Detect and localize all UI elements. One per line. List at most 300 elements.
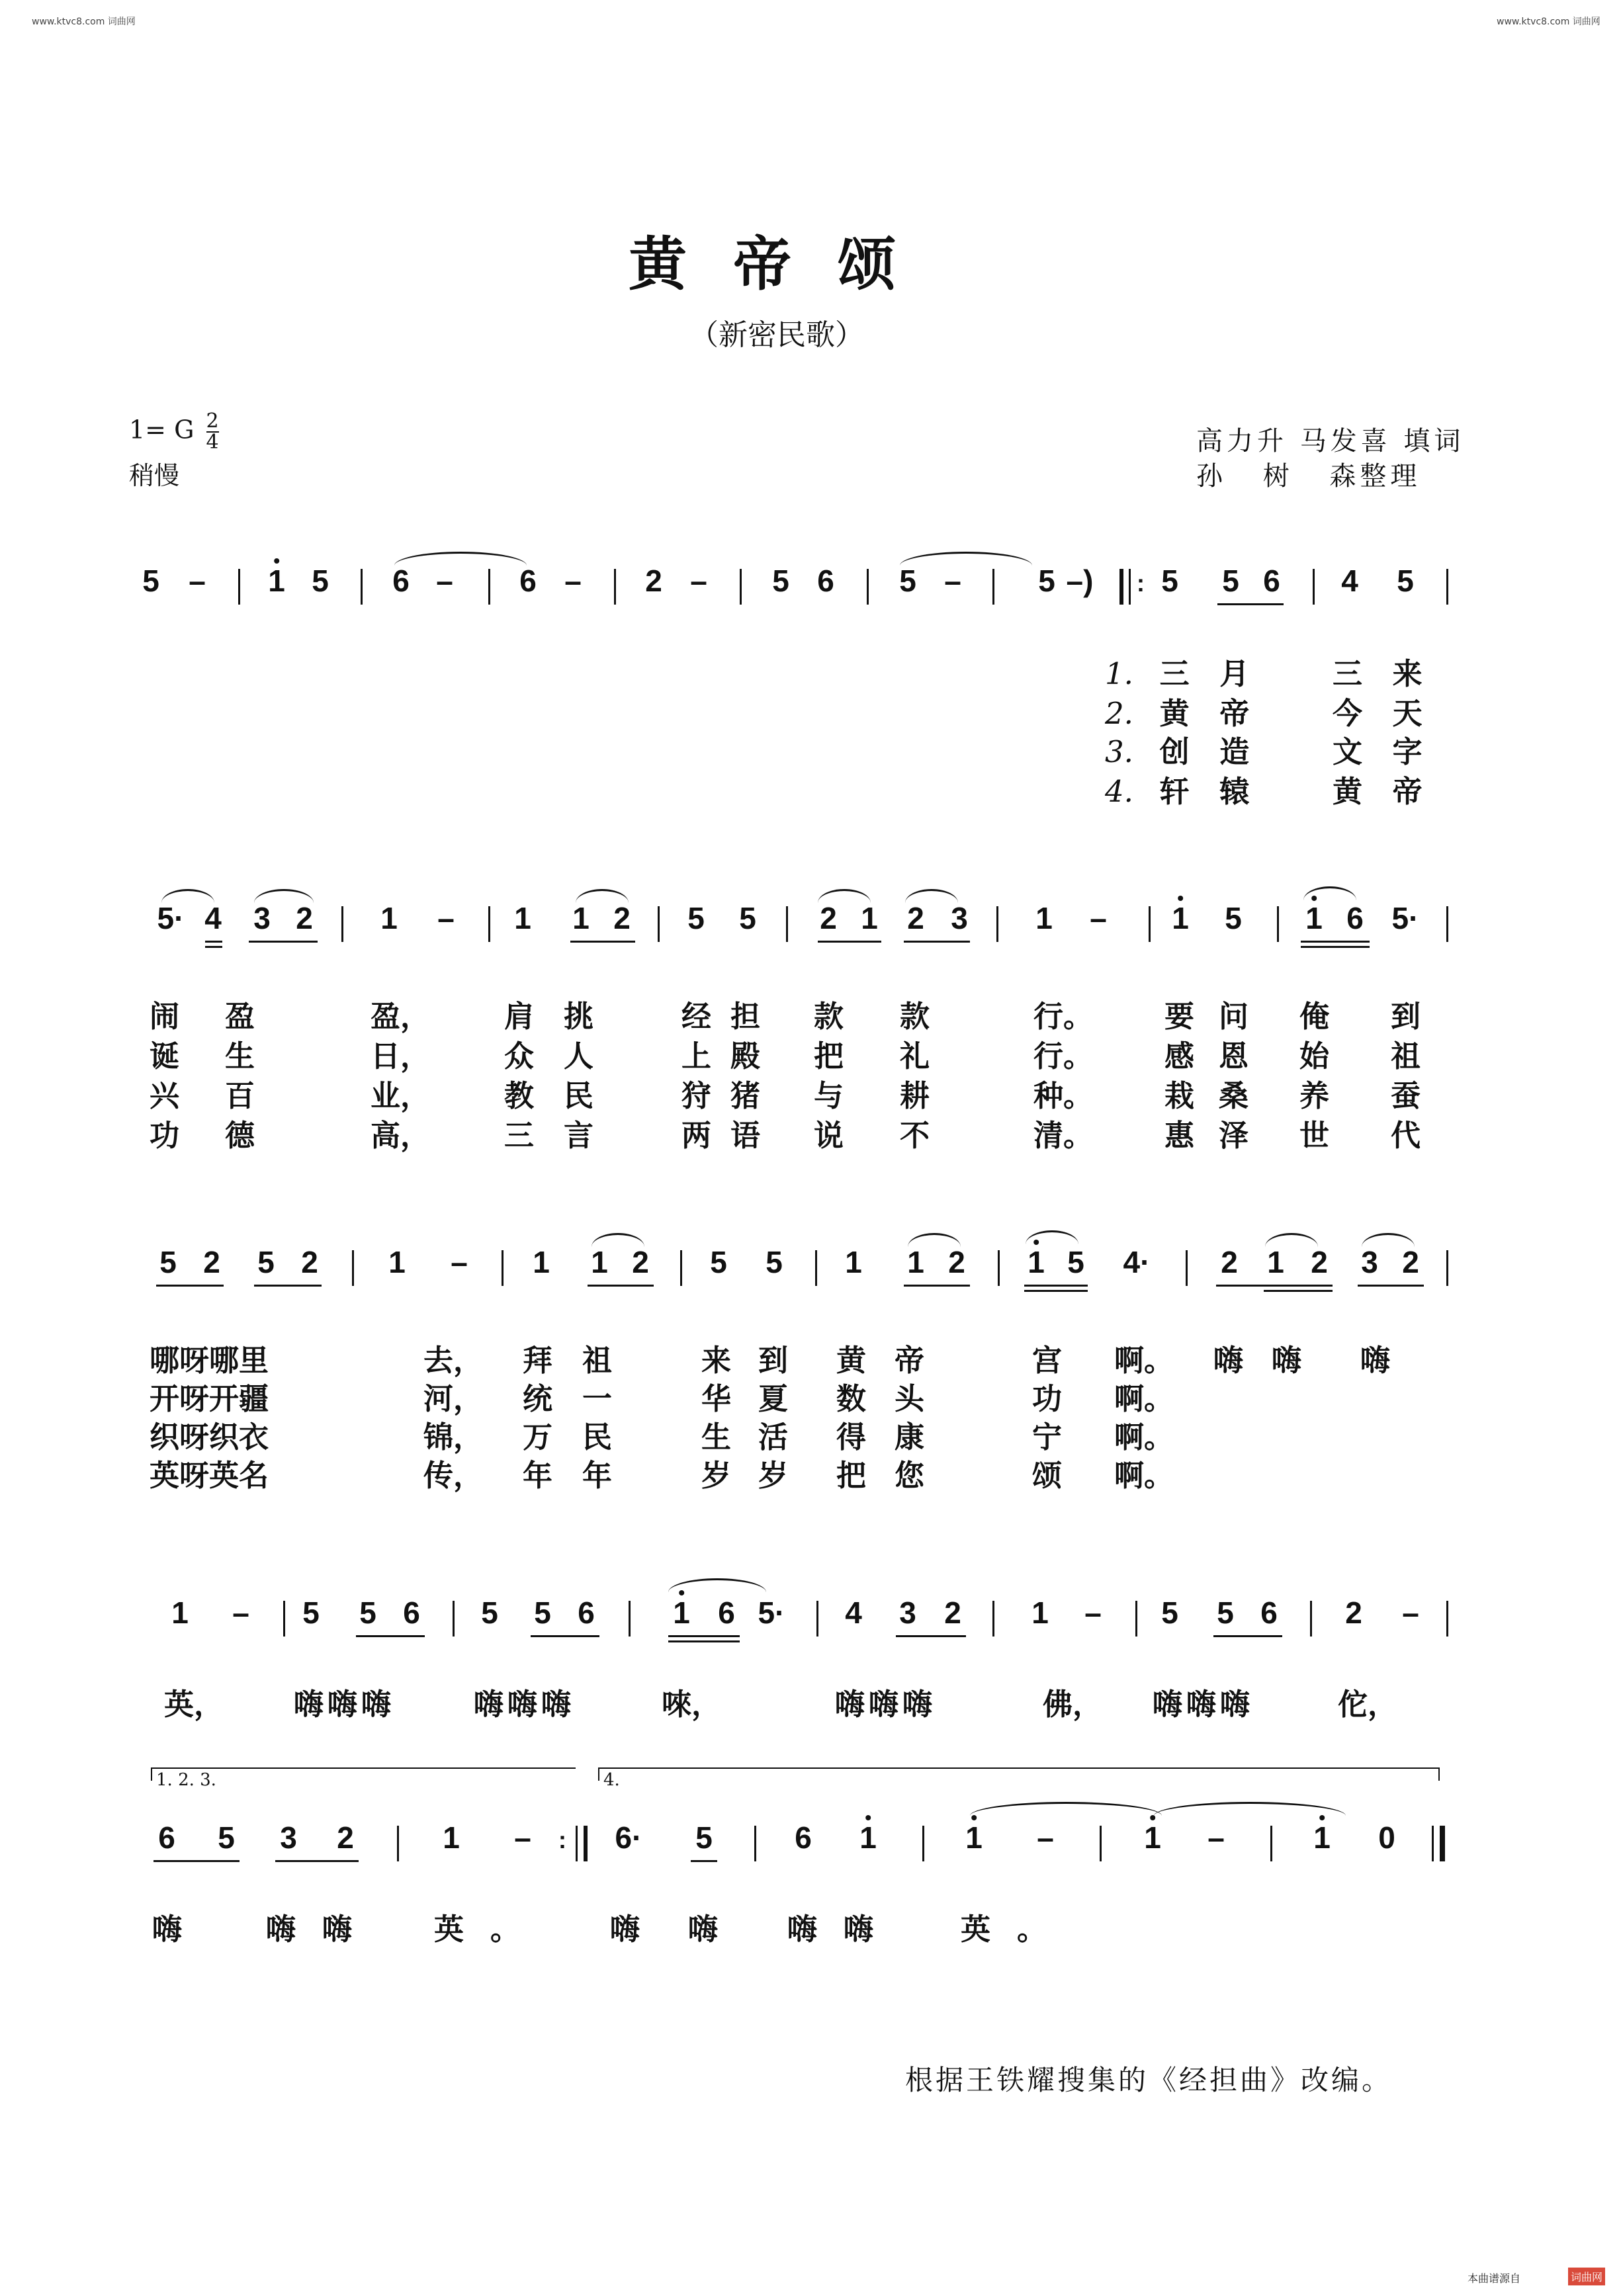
song-title: 黄帝颂 bbox=[629, 230, 943, 298]
lyric: 蚕 bbox=[1391, 1078, 1421, 1113]
note: 2 bbox=[301, 1245, 318, 1279]
verse-number: 1. bbox=[1105, 656, 1133, 691]
lyric: 说 bbox=[814, 1118, 844, 1153]
key-signature bbox=[129, 411, 219, 452]
lyric: 岁 bbox=[758, 1458, 789, 1493]
lyric: 文 bbox=[1332, 734, 1362, 769]
lyric: 康 bbox=[895, 1420, 925, 1455]
lyric: 辕 bbox=[1219, 774, 1250, 809]
source-label: 本曲谱源自 bbox=[1468, 2272, 1521, 2285]
barline bbox=[614, 569, 616, 605]
note: 2 bbox=[1345, 1595, 1362, 1630]
note: 5 bbox=[534, 1595, 551, 1630]
underline-beam bbox=[1264, 1290, 1333, 1292]
lyric: 来 bbox=[1392, 656, 1423, 691]
underline-beam bbox=[904, 941, 970, 943]
note: 6 bbox=[392, 564, 410, 598]
lyric: 传， bbox=[423, 1458, 484, 1493]
note: 1 bbox=[907, 1245, 924, 1279]
lyric: 啊。 bbox=[1114, 1343, 1174, 1378]
verse-3-intro bbox=[1105, 728, 1423, 771]
arrangement-note: 根据王铁耀搜集的《经担曲》改编。 bbox=[905, 2064, 1393, 2096]
barline bbox=[1446, 1250, 1448, 1286]
note: 5 bbox=[159, 1245, 177, 1279]
underline-beam bbox=[904, 1285, 970, 1287]
lyric: 语 bbox=[730, 1118, 761, 1153]
lyric: 生 bbox=[225, 1039, 255, 1074]
note: 1 bbox=[514, 901, 531, 935]
note: 5 bbox=[1038, 564, 1055, 598]
barline bbox=[352, 1250, 354, 1286]
lyric: 英。 bbox=[434, 1912, 547, 1947]
barline bbox=[1149, 906, 1151, 942]
lyric: 三 bbox=[1332, 656, 1362, 691]
lyric: 万 bbox=[523, 1420, 553, 1455]
underline-beam bbox=[205, 946, 222, 948]
note: 6 bbox=[403, 1595, 420, 1630]
lyric: 猪 bbox=[730, 1078, 761, 1113]
time-signature bbox=[206, 411, 219, 452]
lyric: 肩 bbox=[504, 999, 535, 1034]
lyric: 您 bbox=[895, 1458, 925, 1493]
lyric: 三 bbox=[504, 1118, 535, 1153]
lyric: 到 bbox=[758, 1343, 789, 1378]
time-num: 2 bbox=[206, 409, 219, 433]
lyricist-credit: 高力升 马发喜 填词 bbox=[1196, 426, 1465, 456]
lyric: 功 bbox=[1032, 1381, 1063, 1416]
note: 1 bbox=[388, 1245, 406, 1279]
note: 5 bbox=[1161, 564, 1178, 598]
lyric: 锦， bbox=[423, 1420, 484, 1455]
lyric: 民 bbox=[564, 1078, 594, 1113]
barline bbox=[1135, 1601, 1137, 1637]
lyric: 开呀开疆 bbox=[150, 1381, 269, 1416]
lyric: 嗨 bbox=[610, 1912, 640, 1947]
octave-dot bbox=[1178, 896, 1183, 901]
barline bbox=[361, 569, 363, 605]
underline-beam bbox=[1024, 1290, 1088, 1292]
lyric: 行。 bbox=[1033, 999, 1094, 1034]
note: 1 bbox=[965, 1819, 983, 1856]
barline bbox=[786, 906, 788, 942]
note: 5 bbox=[257, 1245, 275, 1279]
underline-beam bbox=[818, 941, 881, 943]
note: 6 bbox=[1346, 901, 1364, 935]
lyric: 佛， bbox=[1043, 1687, 1103, 1722]
lyric: 高， bbox=[371, 1118, 431, 1153]
lyric: 礼 bbox=[900, 1039, 930, 1074]
lyric: 感 bbox=[1164, 1039, 1195, 1074]
verse-1-intro bbox=[1105, 650, 1423, 693]
note: 2 bbox=[1311, 1245, 1328, 1279]
note: –) bbox=[1066, 564, 1094, 598]
barline bbox=[816, 1601, 818, 1637]
underline-beam bbox=[1358, 1285, 1424, 1287]
note: 1 bbox=[1172, 900, 1189, 937]
note: 6 bbox=[1263, 564, 1280, 598]
verse-number: 2. bbox=[1105, 696, 1133, 731]
note: 5 bbox=[359, 1595, 376, 1630]
lyric: 盈， bbox=[371, 999, 431, 1034]
lyric: 殿 bbox=[730, 1039, 761, 1074]
note: 1 bbox=[1031, 1595, 1049, 1630]
lyric: 佗， bbox=[1338, 1687, 1398, 1722]
underline-beam bbox=[1024, 1285, 1088, 1287]
watermark-top-right: www.ktvc8.com 词曲网 bbox=[1497, 17, 1600, 27]
note: 5 bbox=[312, 564, 329, 598]
note: 5 bbox=[1225, 901, 1242, 935]
note: 3 bbox=[253, 901, 271, 935]
verse-number: 3. bbox=[1105, 734, 1133, 769]
time-den: 4 bbox=[206, 431, 219, 454]
lyric: 嗨嗨嗨 bbox=[835, 1687, 937, 1722]
lyric: 帝 bbox=[895, 1343, 925, 1378]
lyric: 啊。 bbox=[1114, 1458, 1174, 1493]
barline bbox=[576, 1826, 578, 1861]
lyric: 今 bbox=[1332, 696, 1362, 731]
note: – bbox=[232, 1595, 249, 1630]
verse-4-intro bbox=[1105, 767, 1423, 810]
barline bbox=[629, 1601, 631, 1637]
note: 2 bbox=[907, 901, 924, 935]
barline bbox=[1270, 1826, 1272, 1861]
note: 6 bbox=[158, 1820, 175, 1855]
barline bbox=[1313, 569, 1315, 605]
barline bbox=[238, 569, 240, 605]
underline-beam bbox=[1217, 603, 1284, 605]
note: 2 bbox=[820, 901, 837, 935]
barline bbox=[754, 1826, 756, 1861]
lyric: 帝 bbox=[1392, 774, 1423, 809]
lyric: 华 bbox=[701, 1381, 732, 1416]
barline bbox=[1432, 1826, 1434, 1861]
barline bbox=[488, 569, 490, 605]
note: 1 bbox=[1267, 1245, 1284, 1279]
lyric: 盈 bbox=[225, 999, 255, 1034]
note: 1 bbox=[1313, 1819, 1331, 1856]
lyric: 不 bbox=[900, 1118, 930, 1153]
lyric: 河， bbox=[423, 1381, 484, 1416]
note: 5 bbox=[481, 1595, 498, 1630]
tempo-marking: 稍慢 bbox=[129, 461, 180, 490]
lyric: 黄 bbox=[836, 1343, 867, 1378]
note: 5 bbox=[772, 564, 789, 598]
lyric: 闹 bbox=[150, 999, 180, 1034]
note: 2 bbox=[944, 1595, 961, 1630]
lyric: 祖 bbox=[1391, 1039, 1421, 1074]
underline-beam bbox=[1216, 1285, 1333, 1287]
lyric: 啊。 bbox=[1114, 1381, 1174, 1416]
lyric: 三 bbox=[1159, 656, 1190, 691]
underline-beam bbox=[205, 941, 222, 943]
lyric: 黄 bbox=[1332, 774, 1362, 809]
lyric: 一 bbox=[582, 1381, 613, 1416]
lyric: 养 bbox=[1299, 1078, 1330, 1113]
lyric: 英呀英名 bbox=[150, 1458, 269, 1493]
lyric: 嗨嗨 bbox=[266, 1912, 379, 1947]
repeat-end-barline bbox=[584, 1826, 588, 1861]
barline bbox=[502, 1250, 504, 1286]
note: 5 bbox=[1217, 1595, 1234, 1630]
volta-1-label: 1. 2. 3. bbox=[156, 1770, 216, 1790]
barline bbox=[815, 1250, 817, 1286]
repeat-dots: : bbox=[558, 1826, 566, 1853]
lyric: 帝 bbox=[1219, 696, 1250, 731]
lyric: 天 bbox=[1392, 696, 1423, 731]
lyric: 年 bbox=[582, 1458, 613, 1493]
note: 5 bbox=[687, 901, 705, 935]
note: 5 bbox=[1222, 564, 1239, 598]
lyric: 要 bbox=[1164, 999, 1195, 1034]
lyric: 嗨 bbox=[688, 1912, 719, 1947]
note: 6 bbox=[578, 1595, 595, 1630]
note: 6 bbox=[817, 564, 834, 598]
note: 1 bbox=[859, 1819, 877, 1856]
barline bbox=[1446, 569, 1448, 605]
lyric: 活 bbox=[758, 1420, 789, 1455]
lyric: 统 bbox=[523, 1381, 553, 1416]
lyric: 轩 bbox=[1159, 774, 1190, 809]
volta-bracket-2 bbox=[598, 1767, 1440, 1790]
lyric: 英， bbox=[164, 1687, 224, 1722]
barline bbox=[397, 1826, 399, 1861]
lyric: 清。 bbox=[1033, 1118, 1094, 1153]
lyric: 去， bbox=[423, 1343, 484, 1378]
watermark-top-left: www.ktvc8.com 词曲网 bbox=[32, 17, 136, 27]
note: – bbox=[451, 1245, 468, 1279]
note: – bbox=[1090, 901, 1107, 935]
note: – bbox=[690, 564, 707, 598]
underline-beam bbox=[275, 1860, 359, 1862]
lyric: 把 bbox=[836, 1458, 867, 1493]
lyric: 颂 bbox=[1032, 1458, 1063, 1493]
lyric: 年 bbox=[523, 1458, 553, 1493]
barline bbox=[341, 906, 343, 942]
lyric: 哪呀哪里 bbox=[150, 1343, 269, 1378]
barline bbox=[992, 569, 994, 605]
repeat-start-barline bbox=[1119, 569, 1123, 605]
verse-number: 4. bbox=[1105, 774, 1133, 809]
repeat-dots: : bbox=[1137, 570, 1145, 597]
note: 1 bbox=[533, 1245, 550, 1279]
lyric: 兴 bbox=[150, 1078, 180, 1113]
barline bbox=[998, 1250, 1000, 1286]
lyric: 祖 bbox=[582, 1343, 613, 1378]
underline-beam bbox=[531, 1635, 599, 1637]
lyric: 宁 bbox=[1032, 1420, 1063, 1455]
note: 1 bbox=[1144, 1819, 1161, 1856]
lyric: 款 bbox=[900, 999, 930, 1034]
underline-beam bbox=[153, 1860, 240, 1862]
barline bbox=[740, 569, 742, 605]
note: – bbox=[1037, 1820, 1054, 1855]
note: 2 bbox=[1402, 1245, 1419, 1279]
note: 5 bbox=[899, 564, 916, 598]
note: 2 bbox=[337, 1820, 354, 1855]
lyric: 创 bbox=[1159, 734, 1190, 769]
underline-beam bbox=[156, 1285, 224, 1287]
lyric: 百 bbox=[225, 1078, 255, 1113]
lyric: 与 bbox=[814, 1078, 844, 1113]
note: 5 bbox=[710, 1245, 727, 1279]
note: 2 bbox=[632, 1245, 649, 1279]
lyric: 啊。 bbox=[1114, 1420, 1174, 1455]
lyric: 俺 bbox=[1299, 999, 1330, 1034]
underline-beam bbox=[896, 1635, 966, 1637]
lyric: 黄 bbox=[1159, 696, 1190, 731]
verse-2-intro bbox=[1105, 689, 1423, 732]
barline bbox=[658, 906, 660, 942]
lyric: 众 bbox=[504, 1039, 535, 1074]
lyric: 岁 bbox=[701, 1458, 732, 1493]
octave-dot bbox=[1311, 896, 1317, 901]
barline bbox=[1186, 1250, 1188, 1286]
note: – bbox=[514, 1820, 531, 1855]
lyric: 德 bbox=[225, 1118, 255, 1153]
lyric: 功 bbox=[150, 1118, 180, 1153]
lyric: 桑 bbox=[1219, 1078, 1249, 1113]
lyric: 数 bbox=[836, 1381, 867, 1416]
lyric: 言 bbox=[564, 1118, 594, 1153]
underline-beam bbox=[356, 1635, 425, 1637]
note: 5 bbox=[302, 1595, 320, 1630]
underline-beam bbox=[1301, 946, 1370, 948]
lyric: 担 bbox=[730, 999, 761, 1034]
tie bbox=[970, 1802, 1162, 1816]
note: 6 bbox=[718, 1595, 735, 1630]
volta-2-label: 4. bbox=[603, 1770, 620, 1790]
lyric: 把 bbox=[814, 1039, 844, 1074]
note: 5· bbox=[758, 1595, 785, 1630]
lyric: 上 bbox=[681, 1039, 712, 1074]
underline-beam bbox=[570, 941, 635, 943]
lyric: 狩 bbox=[681, 1078, 712, 1113]
octave-dot bbox=[274, 558, 279, 564]
note: 2 bbox=[613, 901, 631, 935]
lyric: 得 bbox=[836, 1420, 867, 1455]
lyric: 字 bbox=[1392, 734, 1423, 769]
lyric: 头 bbox=[895, 1381, 925, 1416]
note: 6 bbox=[795, 1820, 812, 1855]
note: 1 bbox=[673, 1594, 690, 1631]
note: 1 bbox=[572, 901, 590, 935]
underline-beam bbox=[668, 1640, 740, 1642]
final-barline bbox=[1440, 1826, 1445, 1861]
song-subtitle: （新密民歌） bbox=[689, 318, 864, 352]
key-label: 1= G bbox=[129, 415, 195, 445]
barline bbox=[1277, 906, 1279, 942]
lyric: 嗨 bbox=[1272, 1343, 1302, 1378]
lyric: 两 bbox=[681, 1118, 712, 1153]
note: 1 bbox=[268, 562, 285, 599]
note: 3 bbox=[1361, 1245, 1378, 1279]
lyric: 嗨嗨嗨 bbox=[294, 1687, 396, 1722]
lyric: 到 bbox=[1391, 999, 1421, 1034]
lyric: 夏 bbox=[758, 1381, 789, 1416]
lyric: 嗨 bbox=[1213, 1343, 1244, 1378]
lyric: 造 bbox=[1219, 734, 1250, 769]
note: 1 bbox=[1305, 900, 1323, 937]
barline bbox=[996, 906, 998, 942]
lyric: 宫 bbox=[1032, 1343, 1063, 1378]
note: 1 bbox=[443, 1820, 460, 1855]
underline-beam bbox=[588, 1285, 654, 1287]
note: 5 bbox=[1067, 1245, 1084, 1279]
tie bbox=[394, 552, 527, 566]
lyric: 始 bbox=[1299, 1039, 1330, 1074]
note: 5· bbox=[157, 901, 185, 935]
note: 6 bbox=[519, 564, 537, 598]
note: 1 bbox=[845, 1245, 862, 1279]
note: 5 bbox=[1161, 1595, 1178, 1630]
note: 1 bbox=[861, 901, 878, 935]
barline bbox=[1100, 1826, 1102, 1861]
octave-dot bbox=[1033, 1240, 1039, 1245]
lyric: 嗨嗨嗨 bbox=[474, 1687, 576, 1722]
lyric: 月 bbox=[1219, 656, 1250, 691]
lyric: 来 bbox=[701, 1343, 732, 1378]
barline bbox=[922, 1826, 924, 1861]
note: 1 bbox=[380, 901, 398, 935]
volta-bracket-1 bbox=[151, 1767, 576, 1790]
lyric: 代 bbox=[1391, 1118, 1421, 1153]
lyric: 嗨 bbox=[152, 1912, 183, 1947]
lyric: 业， bbox=[371, 1078, 431, 1113]
note: – bbox=[436, 564, 453, 598]
lyric: 恩 bbox=[1219, 1039, 1249, 1074]
lyric: 教 bbox=[504, 1078, 535, 1113]
underline-beam bbox=[691, 1860, 717, 1862]
note: 1 bbox=[591, 1245, 608, 1279]
note: 0 bbox=[1378, 1820, 1395, 1855]
note: 4 bbox=[845, 1595, 862, 1630]
note: – bbox=[437, 901, 455, 935]
note: 5· bbox=[1391, 901, 1419, 935]
barline bbox=[867, 569, 869, 605]
note: 5 bbox=[1397, 564, 1414, 598]
octave-dot bbox=[865, 1815, 871, 1820]
note: 5 bbox=[739, 901, 756, 935]
note: 3 bbox=[899, 1595, 916, 1630]
note: 1 bbox=[1028, 1244, 1045, 1281]
lyric: 民 bbox=[582, 1420, 613, 1455]
octave-dot bbox=[971, 1815, 977, 1820]
lyric: 款 bbox=[814, 999, 844, 1034]
lyric: 行。 bbox=[1033, 1039, 1094, 1074]
note: – bbox=[1207, 1820, 1225, 1855]
barline bbox=[488, 906, 490, 942]
note: 2 bbox=[948, 1245, 965, 1279]
lyric: 嗨 bbox=[1360, 1343, 1391, 1378]
lyric: 英。 bbox=[961, 1912, 1074, 1947]
note: – bbox=[1402, 1595, 1419, 1630]
note: 4 bbox=[204, 901, 222, 935]
note: 4 bbox=[1341, 564, 1358, 598]
tie bbox=[1154, 1802, 1346, 1816]
note: 2 bbox=[296, 901, 313, 935]
note: – bbox=[564, 564, 582, 598]
site-logo: 词曲网 bbox=[1568, 2268, 1605, 2285]
barline bbox=[1446, 906, 1448, 942]
lyric: 拜 bbox=[523, 1343, 553, 1378]
note: 6· bbox=[615, 1820, 642, 1855]
octave-dot bbox=[1150, 1815, 1155, 1820]
lyric: 织呀织衣 bbox=[150, 1420, 269, 1455]
underline-beam bbox=[249, 941, 318, 943]
lyric: 栽 bbox=[1164, 1078, 1195, 1113]
lyric: 嗨嗨 bbox=[787, 1912, 900, 1947]
barline bbox=[283, 1601, 285, 1637]
